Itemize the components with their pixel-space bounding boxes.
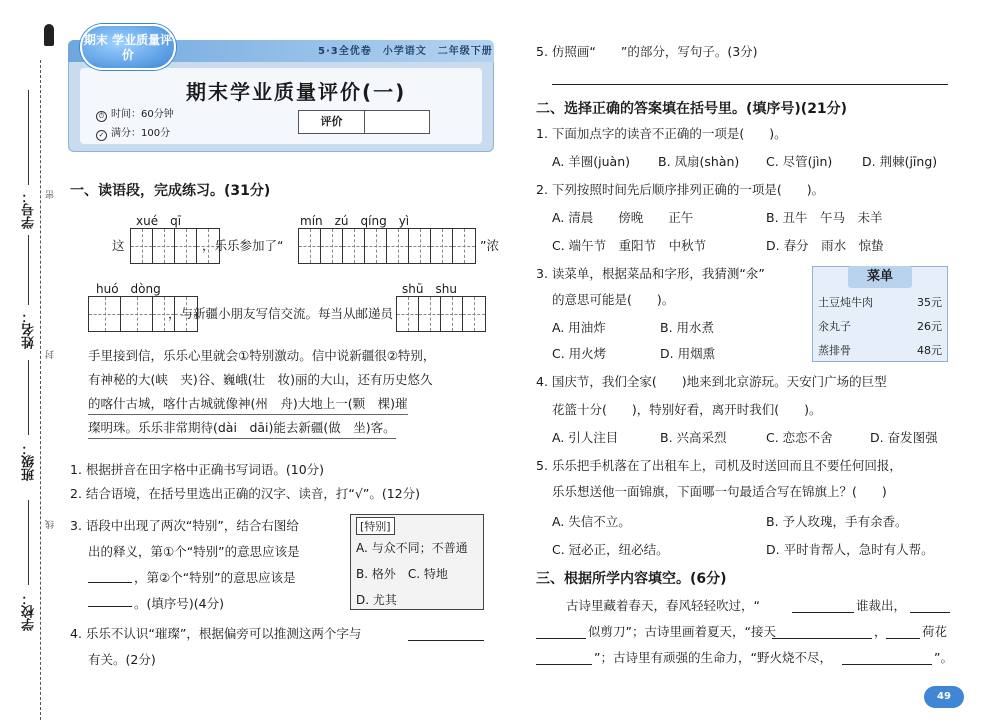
question-1-2: 2. 结合语境，在括号里选出正确的汉字、读音，打“√”。(12分) [70, 486, 420, 501]
pinyin-shushu: shū shu [402, 282, 457, 296]
definition-bc: B. 格外 C. 特地 [356, 567, 448, 581]
school-label: 学校： [22, 592, 37, 631]
fill-line-2c: 荷花 [922, 624, 948, 639]
question-2-4a: 4. 国庆节，我们全家( )地来到北京游玩。天安门广场的巨型 [536, 374, 887, 389]
menu-row [818, 342, 942, 358]
question-1-3b: 出的释义，第①个“特别”的意思应该是 [88, 544, 300, 559]
page-number: 49 [924, 686, 964, 708]
q2-3-option-c[interactable]: C. 用火烤 [552, 346, 607, 361]
question-1-3a: 3. 语段中出现了两次“特别”，结合右图给 [70, 518, 299, 533]
question-1-4b: 有关。(2分) [88, 652, 156, 667]
q2-2-option-d[interactable]: D. 春分 雨水 惊蛰 [766, 238, 884, 253]
text-mid1: ，乐乐参加了“ [202, 238, 284, 253]
passage-line-1: 手里接到信，乐乐心里就会①特别激动。信中说新疆很②特别， [88, 348, 436, 363]
question-2-4b: 花篮十分( )，特别好看，离开时我们( )。 [552, 402, 822, 417]
q2-4-option-d[interactable]: D. 奋发图强 [870, 430, 938, 445]
question-1-5: 5. 仿照画“ ”的部分，写句子。(3分) [536, 44, 758, 59]
section-3-title: 三、根据所学内容填空。(6分) [536, 571, 727, 587]
seal-note-mi: 密 [46, 190, 56, 199]
question-2-3b: 的意思可能是( )。 [552, 292, 675, 307]
q2-1-option-c[interactable]: C. 尽管(jìn) [766, 154, 833, 169]
answer-blank-3[interactable] [408, 640, 484, 641]
question-2-5b: 乐乐想送他一面锦旗，下面哪一句最适合写在锦旗上？( ) [552, 484, 887, 499]
clock-icon: ⏱ [96, 111, 107, 122]
fill-blank-4[interactable] [772, 638, 872, 639]
question-1-4a: 4. 乐乐不认识“璀璨”，根据偏旁可以推测这两个字与 [70, 626, 362, 641]
section-1-title: 一、读语段，完成练习。(31分) [70, 183, 271, 199]
question-1-3c: ，第②个“特别”的意思应该是 [134, 570, 296, 585]
fill-line-3a: ”；古诗里有顽强的生命力，“野火烧不尽， [594, 650, 832, 665]
badge-text: 期末 学业质量评价 [83, 33, 173, 62]
fill-blank-5[interactable] [886, 638, 920, 639]
definition-d: D. 尤其 [356, 593, 397, 607]
q2-5-option-b[interactable]: B. 予人玫瑰，手有余香。 [766, 514, 908, 529]
text-end1: ”浓 [480, 238, 499, 253]
menu-row [818, 318, 942, 334]
page-title: 期末学业质量评价(一) [186, 80, 407, 104]
passage-line-4: 璨明珠。乐乐非常期待(dài dāi)能去新疆(做 坐)客。 [88, 418, 396, 439]
student-id-label: 学号： [22, 190, 37, 229]
seal-note-xian: 线 [46, 520, 56, 529]
fill-blank-6[interactable] [536, 664, 592, 665]
fill-blank-1[interactable] [792, 612, 854, 613]
menu-item-name: 氽丸子 [818, 320, 851, 333]
pinyin-minzuqingyi: mín zú qíng yì [300, 214, 410, 228]
fill-blank-3[interactable] [536, 638, 586, 639]
question-2-3a: 3. 读菜单，根据菜品和字形，我猜测“氽” [536, 266, 765, 281]
pinyin-huodong: huó dòng [96, 282, 161, 296]
question-2-2: 2. 下列按照时间先后顺序排列正确的一项是( )。 [536, 182, 825, 197]
binding-line [40, 60, 41, 720]
rocket-icon [44, 24, 54, 46]
score-info [96, 124, 170, 141]
menu-row [818, 294, 942, 310]
seal-note-feng: 封 [46, 350, 56, 359]
check-icon: ✓ [96, 130, 107, 141]
q2-5-option-c[interactable]: C. 冠必正，纽必结。 [552, 542, 669, 557]
evaluation-box [298, 110, 430, 134]
answer-blank-2[interactable] [88, 606, 132, 607]
q2-1-option-a[interactable]: A. 羊圈(juàn) [552, 154, 631, 169]
fill-blank-2[interactable] [910, 612, 950, 613]
menu-item-name: 蒸排骨 [818, 344, 851, 357]
fill-line-2b: ， [874, 624, 887, 639]
q2-5-option-d[interactable]: D. 平时肯帮人，急时有人帮。 [766, 542, 934, 557]
q2-1-option-b[interactable]: B. 凤扇(shàn) [658, 154, 740, 169]
text-zhe: 这 [112, 238, 125, 253]
q2-1-option-d[interactable]: D. 荆棘(jīng) [862, 154, 938, 169]
question-1-1: 1. 根据拼音在田字格中正确书写词语。(10分) [70, 462, 325, 477]
grid-minzuqingyi[interactable] [298, 228, 476, 264]
fill-line-1a: 古诗里藏着春天，春风轻轻吹过，“ [566, 598, 760, 613]
fill-line-2a: 似剪刀”；古诗里画着夏天，“接天 [588, 624, 776, 639]
section-2-title: 二、选择正确的答案填在括号里。(填序号)(21分) [536, 101, 848, 117]
q2-5-option-a[interactable]: A. 失信不立。 [552, 514, 631, 529]
text-mid2: ，与新疆小朋友写信交流。每当从邮递员 [168, 306, 394, 321]
answer-line-q5[interactable] [552, 84, 948, 85]
passage-line-2: 有神秘的大(峡 夹)谷、巍峨(壮 妆)丽的大山，还有历史悠久 [88, 372, 433, 387]
full-score-text: 满分：100分 [111, 128, 171, 139]
menu-item-price: 48元 [917, 344, 942, 357]
menu-title: 菜单 [848, 266, 912, 288]
q2-3-option-d[interactable]: D. 用烟熏 [660, 346, 716, 361]
class-label: 班级： [22, 442, 37, 481]
q2-2-option-c[interactable]: C. 端午节 重阳节 中秋节 [552, 238, 707, 253]
evaluation-label: 评价 [299, 111, 365, 133]
definition-a: A. 与众不同；不普通 [356, 541, 468, 555]
q2-3-option-b[interactable]: B. 用水煮 [660, 320, 715, 335]
time-text: 时间：60分钟 [111, 109, 174, 120]
q2-4-option-b[interactable]: B. 兴高采烈 [660, 430, 727, 445]
student-id-field[interactable] [28, 90, 29, 185]
name-field[interactable] [28, 235, 29, 305]
q2-4-option-c[interactable]: C. 恋恋不舍 [766, 430, 833, 445]
pinyin-xueqi: xué qī [136, 214, 182, 228]
q2-2-option-b[interactable]: B. 丑牛 午马 未羊 [766, 210, 883, 225]
school-field[interactable] [28, 500, 29, 585]
menu-item-name: 土豆炖牛肉 [818, 296, 873, 309]
series-label: 5·3全优卷 小学语文 二年级下册 [318, 46, 493, 57]
question-1-3d: 。(填序号)(4分) [134, 596, 224, 611]
answer-blank-1[interactable] [88, 582, 132, 583]
q2-2-option-a[interactable]: A. 清晨 傍晚 正午 [552, 210, 694, 225]
question-2-1: 1. 下面加点字的读音不正确的一项是( )。 [536, 126, 787, 141]
definition-tab: [特别] [356, 517, 395, 535]
q2-4-option-a[interactable]: A. 引人注目 [552, 430, 619, 445]
menu-item-price: 26元 [917, 320, 942, 333]
fill-line-3b: ”。 [934, 650, 953, 665]
name-label: 姓名： [22, 310, 37, 349]
class-field[interactable] [28, 360, 29, 435]
fill-blank-7[interactable] [842, 664, 932, 665]
time-info [96, 105, 174, 122]
menu-item-price: 35元 [917, 296, 942, 309]
q2-3-option-a[interactable]: A. 用油炸 [552, 320, 606, 335]
fill-line-1b: 谁裁出， [856, 598, 907, 613]
exam-badge [80, 24, 176, 70]
grid-shushu[interactable] [396, 296, 486, 332]
question-2-5a: 5. 乐乐把手机落在了出租车上，司机及时送回而且不要任何回报， [536, 458, 902, 473]
passage-line-3: 的喀什古城，喀什古城就像神(州 舟)大地上一(颗 棵)璀 [88, 394, 408, 415]
